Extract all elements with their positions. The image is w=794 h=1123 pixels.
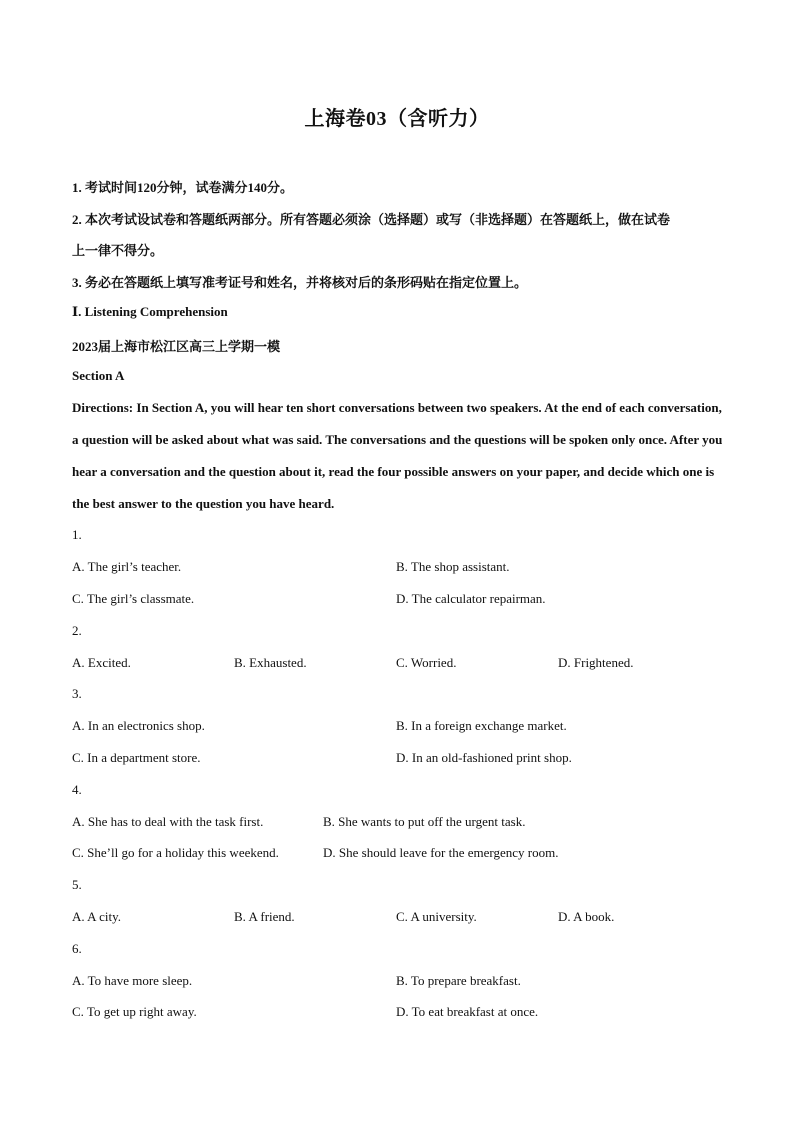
q3-option-b: B. In a foreign exchange market. xyxy=(396,718,567,733)
q4-option-b: B. She wants to put off the urgent task. xyxy=(323,814,526,829)
source-line: 2023届上海市松江区高三上学期一模 xyxy=(72,339,281,354)
q3-option-d: D. In an old-fashioned print shop. xyxy=(396,750,572,765)
q4-option-a: A. She has to deal with the task first. xyxy=(72,814,264,829)
question-number-3: 3. xyxy=(72,686,82,701)
q6-option-c: C. To get up right away. xyxy=(72,1004,197,1019)
q6-option-a: A. To have more sleep. xyxy=(72,973,193,988)
page-title: 上海卷03（含听力） xyxy=(304,108,490,130)
q4-option-c: C. She’ll go for a holiday this weekend. xyxy=(72,845,279,860)
q3-option-c: C. In a department store. xyxy=(72,750,201,765)
q1-option-d: D. The calculator repairman. xyxy=(396,591,546,606)
q5-option-a: A. A city. xyxy=(72,909,121,924)
q6-option-d: D. To eat breakfast at once. xyxy=(396,1004,539,1019)
instruction-2-cont: 上一律不得分。 xyxy=(72,243,164,258)
instruction-1: 1. 考试时间120分钟，试卷满分140分。 xyxy=(72,180,294,195)
question-number-1: 1. xyxy=(72,527,82,542)
q2-option-b: B. Exhausted. xyxy=(234,655,307,670)
part-heading: Ⅰ. Listening Comprehension xyxy=(72,304,228,319)
question-number-6: 6. xyxy=(72,941,82,956)
q1-option-b: B. The shop assistant. xyxy=(396,559,510,574)
q4-option-d: D. She should leave for the emergency room. xyxy=(323,845,559,860)
directions-paragraph: Directions: In Section A, you will hear ten short conversations between two speakers. At the end of each conversation, a question will be asked about what was said. The conversations and the questions will be spoken only once. After you hear a conversation and the question about it, read the four possible answers on your paper, and decide which one is the best answer to the question you have heard. xyxy=(72,400,723,511)
section-heading: Section A xyxy=(72,368,125,383)
question-number-5: 5. xyxy=(72,877,82,892)
instruction-2: 2. 本次考试设试卷和答题纸两部分。所有答题必须涂（选择题）或写（非选择题）在答题纸上，做在试卷 xyxy=(72,212,671,227)
q2-option-d: D. Frightened. xyxy=(558,655,634,670)
question-number-2: 2. xyxy=(72,623,82,638)
question-number-4: 4. xyxy=(72,782,82,797)
q6-option-b: B. To prepare breakfast. xyxy=(396,973,521,988)
instruction-3: 3. 务必在答题纸上填写准考证号和姓名，并将核对后的条形码贴在指定位置上。 xyxy=(72,275,528,290)
q5-option-b: B. A friend. xyxy=(234,909,295,924)
q3-option-a: A. In an electronics shop. xyxy=(72,718,205,733)
q2-option-a: A. Excited. xyxy=(72,655,131,670)
q2-option-c: C. Worried. xyxy=(396,655,457,670)
q1-option-c: C. The girl’s classmate. xyxy=(72,591,195,606)
q1-option-a: A. The girl’s teacher. xyxy=(72,559,182,574)
q5-option-d: D. A book. xyxy=(558,909,615,924)
q5-option-c: C. A university. xyxy=(396,909,477,924)
